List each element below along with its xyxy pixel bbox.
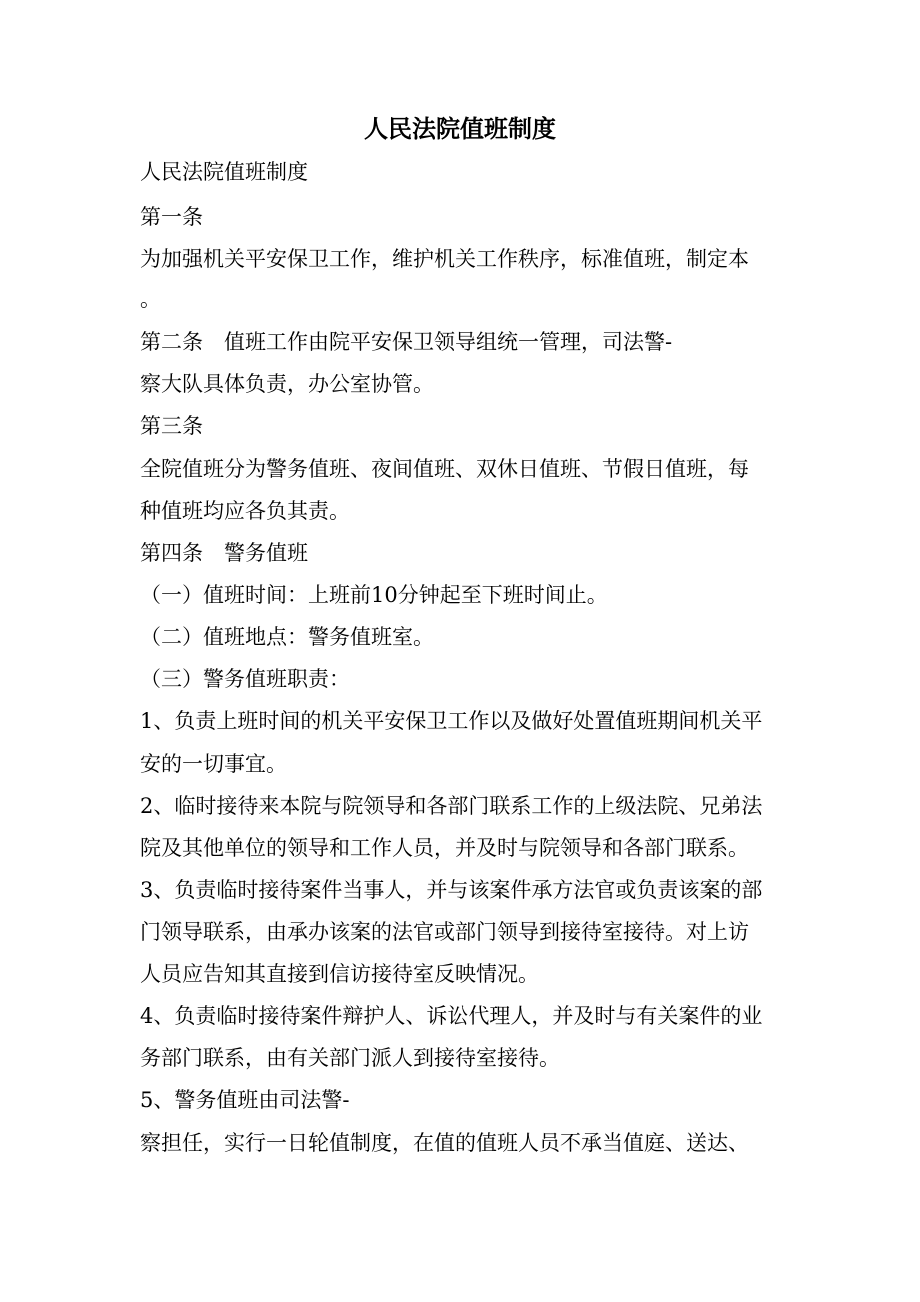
text-line: 第二条 值班工作由院平安保卫领导组统一管理，司法警- bbox=[140, 330, 673, 354]
text-line: 第四条 警务值班 bbox=[140, 541, 308, 565]
text-line: 人员应告知其直接到信访接待室反映情况。 bbox=[140, 962, 539, 986]
text-line: 全院值班分为警务值班、夜间值班、双休日值班、节假日值班，每 bbox=[140, 457, 749, 481]
text-line: 2、临时接待来本院与院领导和各部门联系工作的上级法院、兄弟法 bbox=[140, 794, 763, 818]
text-line: 3、负责临时接待案件当事人，并与该案件承方法官或负责该案的部 bbox=[140, 878, 763, 902]
text-line: （一）值班时间：上班前10分钟起至下班时间止。 bbox=[140, 583, 608, 607]
text-line: 人民法院值班制度 bbox=[140, 160, 308, 184]
text-line: （三）警务值班职责： bbox=[140, 667, 350, 691]
text-line: 察大队具体负责，办公室协管。 bbox=[140, 372, 434, 396]
text-line: 门领导联系，由承办该案的法官或部门领导到接待室接待。对上访 bbox=[140, 920, 749, 944]
text-line: 第三条 bbox=[140, 414, 203, 438]
text-line: 4、负责临时接待案件辩护人、诉讼代理人，并及时与有关案件的业 bbox=[140, 1004, 763, 1028]
document-title: 人民法院值班制度 bbox=[364, 114, 556, 143]
text-line: 院及其他单位的领导和工作人员，并及时与院领导和各部门联系。 bbox=[140, 836, 749, 860]
text-line: 种值班均应各负其责。 bbox=[140, 499, 350, 523]
text-line: 1、负责上班时间的机关平安保卫工作以及做好处置值班期间机关平 bbox=[140, 709, 763, 733]
text-line: 5、警务值班由司法警- bbox=[140, 1088, 350, 1112]
text-line: 。 bbox=[140, 287, 161, 311]
text-line: 为加强机关平安保卫工作，维护机关工作秩序，标准值班，制定本 bbox=[140, 247, 749, 271]
text-line: 察担任，实行一日轮值制度，在值的值班人员不承当值庭、送达、 bbox=[140, 1131, 749, 1155]
text-line: （二）值班地点：警务值班室。 bbox=[140, 625, 434, 649]
text-line: 务部门联系，由有关部门派人到接待室接待。 bbox=[140, 1046, 560, 1070]
text-line: 安的一切事宜。 bbox=[140, 752, 287, 776]
text-line: 第一条 bbox=[140, 205, 203, 229]
